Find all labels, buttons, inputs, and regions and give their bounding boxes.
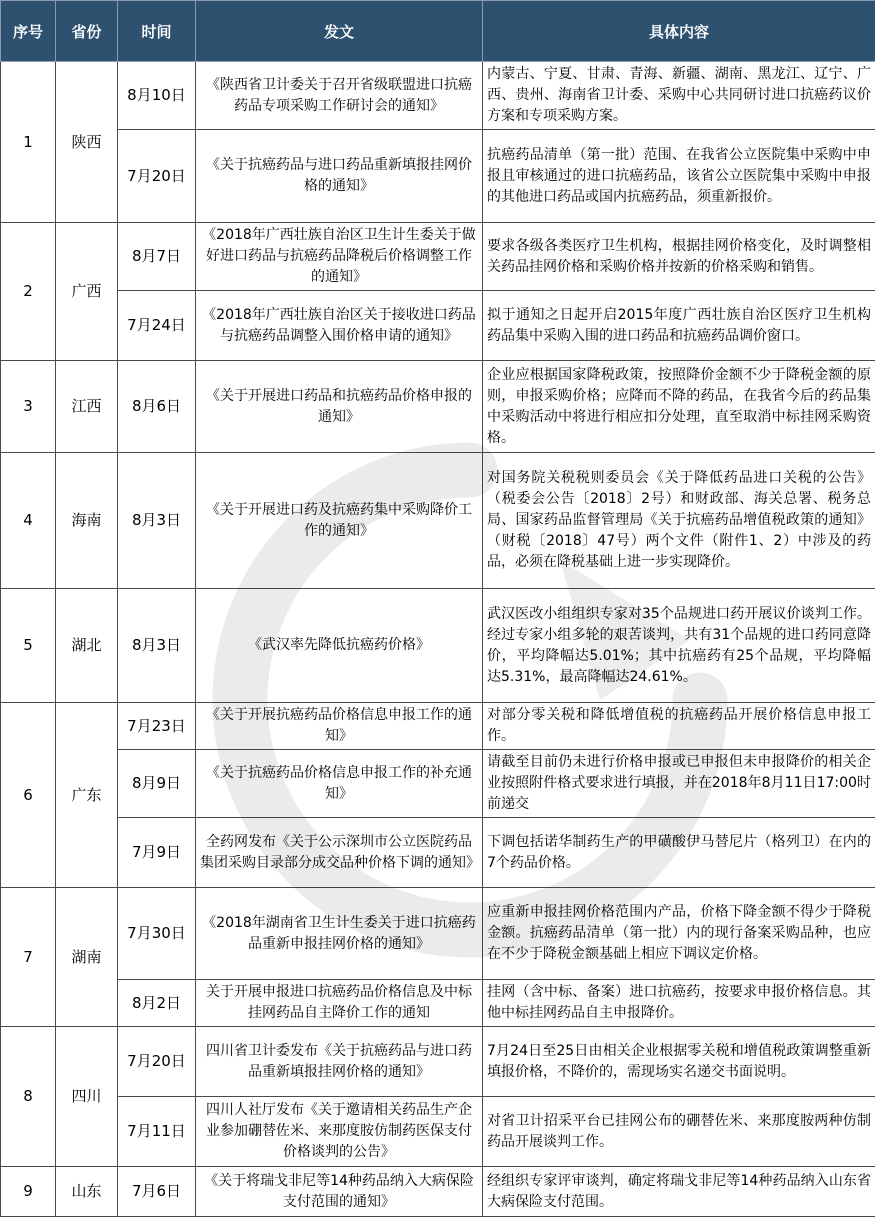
cell-no: 2 [1,223,56,361]
cell-no: 5 [1,589,56,703]
table-row [1,1167,875,1217]
cell-date: 7月6日 [118,1167,196,1217]
table-row [1,130,875,223]
cell-no: 4 [1,453,56,589]
table-row [1,818,875,888]
header-row [1,1,875,62]
cell-province: 广西 [56,223,118,361]
cell-date: 8月9日 [118,750,196,818]
cell-province: 湖北 [56,589,118,703]
table-row [1,980,875,1027]
cell-content: 武汉医改小组组织专家对35个品规进口药开展议价谈判工作。经过专家小组多轮的艰苦谈判，共有31个品规的进口药同意降价，平均降幅达5.01%；其中抗癌药有25个品规，平均降幅达5.31%，最高降幅达24.61%。 [483,589,875,703]
cell-date: 7月30日 [118,888,196,980]
cell-doc: 《关于开展抗癌药品价格信息申报工作的通知》 [196,703,483,750]
table-row [1,1097,875,1167]
cell-content: 应重新申报挂网价格范围内产品，价格下降金额不得少于降税金额。抗癌药品清单（第一批）内的现行备案采购品种，也应在不少于降税金额基础上相应下调议定价格。 [483,888,875,980]
cell-no: 3 [1,361,56,453]
cell-doc: 四川人社厅发布《关于邀请相关药品生产企业参加硼替佐米、来那度胺仿制药医保支付价格谈判的公告》 [196,1097,483,1167]
cell-doc: 关于开展申报进口抗癌药品价格信息及中标挂网药品自主降价工作的通知 [196,980,483,1027]
cell-date: 7月24日 [118,291,196,361]
cell-no: 9 [1,1167,56,1217]
header-province: 省份 [56,1,118,62]
cell-doc: 《2018年广西壮族自治区关于接收进口药品与抗癌药品调整入围价格申请的通知》 [196,291,483,361]
cell-no: 1 [1,62,56,223]
cell-doc: 四川省卫计委发布《关于抗癌药品与进口药品重新填报挂网价格的通知》 [196,1027,483,1097]
cell-province: 湖南 [56,888,118,1027]
cell-content: 企业应根据国家降税政策，按照降价金额不少于降税金额的原则，申报采购价格；应降而不降的药品，在我省今后的药品集中采购活动中将进行相应扣分处理，直至取消中标挂网采购资格。 [483,361,875,453]
cell-doc: 《2018年湖南省卫生计生委关于进口抗癌药品重新申报挂网价格的通知》 [196,888,483,980]
header-doc: 发文 [196,1,483,62]
cell-content: 挂网（含中标、备案）进口抗癌药，按要求申报价格信息。其他中标挂网药品自主申报降价。 [483,980,875,1027]
cell-no: 7 [1,888,56,1027]
cell-province: 四川 [56,1027,118,1167]
cell-province: 陕西 [56,62,118,223]
table-row [1,589,875,703]
cell-date: 7月11日 [118,1097,196,1167]
cell-date: 8月2日 [118,980,196,1027]
table-row [1,888,875,980]
cell-date: 7月23日 [118,703,196,750]
cell-content: 请截至目前仍未进行价格申报或已申报但未申报降价的相关企业按照附件格式要求进行填报，并在2018年8月11日17:00时前递交 [483,750,875,818]
table-row [1,291,875,361]
table-row [1,1027,875,1097]
table-row [1,453,875,589]
table-row [1,703,875,750]
cell-province: 江西 [56,361,118,453]
table-row [1,361,875,453]
cell-content: 7月24日至25日由相关企业根据零关税和增值税政策调整重新填报价格，不降价的，需现场实名递交书面说明。 [483,1027,875,1097]
cell-doc: 《2018年广西壮族自治区卫生计生委关于做好进口药品与抗癌药品降税后价格调整工作的通知》 [196,223,483,291]
cell-date: 7月20日 [118,1027,196,1097]
cell-content: 对国务院关税税则委员会《关于降低药品进口关税的公告》（税委会公告〔2018〕2号）和财政部、海关总署、税务总局、国家药品监督管理局《关于抗癌药品增值税政策的通知》（财税〔2018〕47号）两个文件（附件1、2）中涉及的药品，必须在降税基础上进一步实现降价。 [483,453,875,589]
header-date: 时间 [118,1,196,62]
cell-doc: 《陕西省卫计委关于召开省级联盟进口抗癌药品专项采购工作研讨会的通知》 [196,62,483,130]
cell-date: 8月7日 [118,223,196,291]
cell-date: 8月3日 [118,589,196,703]
cell-content: 要求各级各类医疗卫生机构，根据挂网价格变化，及时调整相关药品挂网价格和采购价格并按新的价格采购和销售。 [483,223,875,291]
table-row [1,223,875,291]
cell-content: 下调包括诺华制药生产的甲磺酸伊马替尼片（格列卫）在内的7个药品价格。 [483,818,875,888]
cell-province: 海南 [56,453,118,589]
cell-date: 7月20日 [118,130,196,223]
cell-doc: 《关于开展进口药品和抗癌药品价格申报的通知》 [196,361,483,453]
cell-date: 8月3日 [118,453,196,589]
cell-content: 对省卫计招采平台已挂网公布的硼替佐米、来那度胺两种仿制药品开展谈判工作。 [483,1097,875,1167]
cell-content: 内蒙古、宁夏、甘肃、青海、新疆、湖南、黑龙江、辽宁、广西、贵州、海南省卫计委、采购中心共同研讨进口抗癌药议价方案和专项采购方案。 [483,62,875,130]
cell-doc: 全药网发布《关于公示深圳市公立医院药品集团采购目录部分成交品种价格下调的通知》 [196,818,483,888]
cell-date: 8月6日 [118,361,196,453]
cell-no: 6 [1,703,56,888]
table-row [1,62,875,130]
cell-doc: 《关于将瑞戈非尼等14种药品纳入大病保险支付范围的通知》 [196,1167,483,1217]
header-content: 具体内容 [483,1,875,62]
cell-province: 山东 [56,1167,118,1217]
cell-no: 8 [1,1027,56,1167]
cell-doc: 《关于开展进口药及抗癌药集中采购降价工作的通知》 [196,453,483,589]
cell-date: 8月10日 [118,62,196,130]
cell-doc: 《武汉率先降低抗癌药价格》 [196,589,483,703]
cell-content: 抗癌药品清单（第一批）范围、在我省公立医院集中采购中申报且审核通过的进口抗癌药品，该省公立医院集中采购中申报的其他进口药品或国内抗癌药品，须重新报价。 [483,130,875,223]
cell-content: 经组织专家评审谈判，确定将瑞戈非尼等14种药品纳入山东省大病保险支付范围。 [483,1167,875,1217]
cell-doc: 《关于抗癌药品价格信息申报工作的补充通知》 [196,750,483,818]
cell-date: 7月9日 [118,818,196,888]
cell-content: 拟于通知之日起开启2015年度广西壮族自治区医疗卫生机构药品集中采购入围的进口药品和抗癌药品调价窗口。 [483,291,875,361]
cell-content: 对部分零关税和降低增值税的抗癌药品开展价格信息申报工作。 [483,703,875,750]
cell-province: 广东 [56,703,118,888]
cell-doc: 《关于抗癌药品与进口药品重新填报挂网价格的通知》 [196,130,483,223]
header-no: 序号 [1,1,56,62]
table-row [1,750,875,818]
